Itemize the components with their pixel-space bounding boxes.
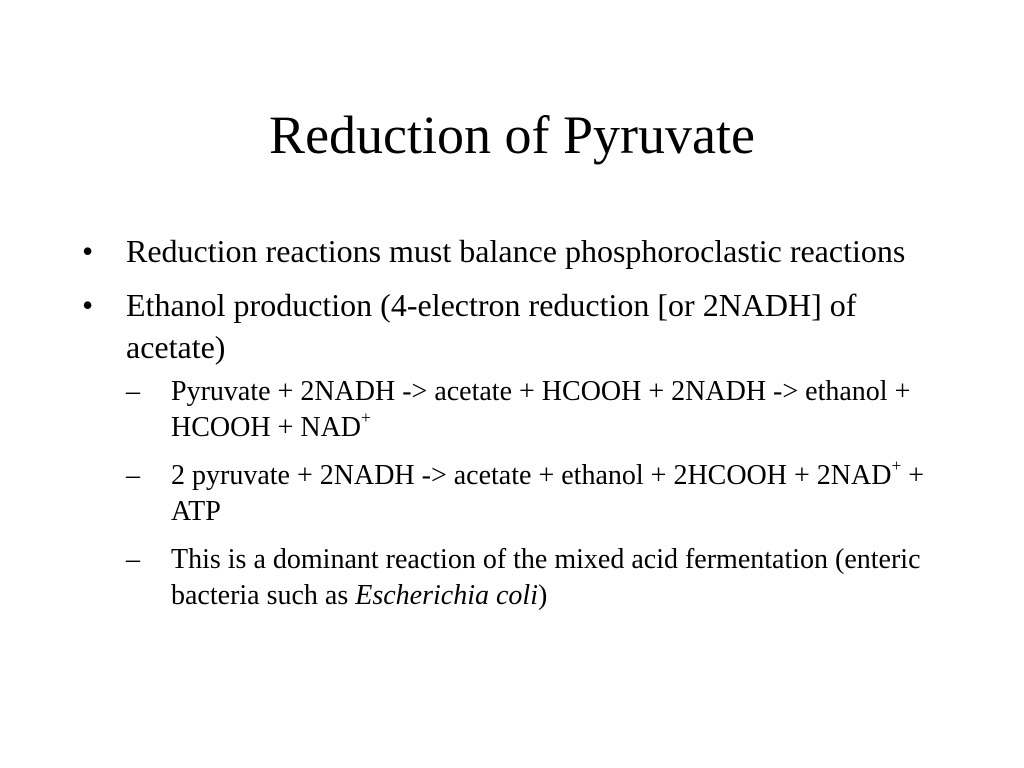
dash-icon: –	[126, 376, 140, 407]
slide-body	[82, 230, 952, 626]
subbullet-text: This is a dominant reaction of the mixed acid fermentation (enteric bacteria such as	[171, 544, 921, 611]
dash-icon: –	[126, 544, 140, 575]
superscript: +	[361, 408, 371, 428]
bullet-text: Reduction reactions must balance phosphoroclastic reactions	[126, 233, 906, 269]
slide-title: Reduction of Pyruvate	[269, 105, 755, 165]
bullet-item	[82, 230, 952, 272]
species-name: Escherichia coli	[355, 580, 538, 611]
bullet-icon: •	[82, 287, 94, 323]
dash-icon: –	[126, 460, 140, 491]
superscript: +	[891, 456, 902, 476]
bullet-text: Ethanol production (4-electron reduction [or 2NADH] of acetate)	[126, 287, 857, 365]
bullet-icon: •	[82, 233, 94, 269]
bullet-item	[82, 284, 952, 368]
subbullet-text-tail: + ATP	[171, 460, 925, 527]
subbullet-text: 2 pyruvate + 2NADH -> acetate + ethanol + 2HCOOH + 2NAD	[171, 460, 892, 491]
subbullet-item	[126, 374, 952, 446]
subbullet-text-tail: )	[537, 580, 548, 611]
subbullet-item	[126, 458, 952, 530]
subbullet-text: Pyruvate + 2NADH -> acetate + HCOOH + 2NADH -> ethanol + HCOOH + NAD	[171, 376, 911, 443]
subbullet-item	[126, 542, 952, 614]
subbullet-list	[82, 374, 952, 614]
